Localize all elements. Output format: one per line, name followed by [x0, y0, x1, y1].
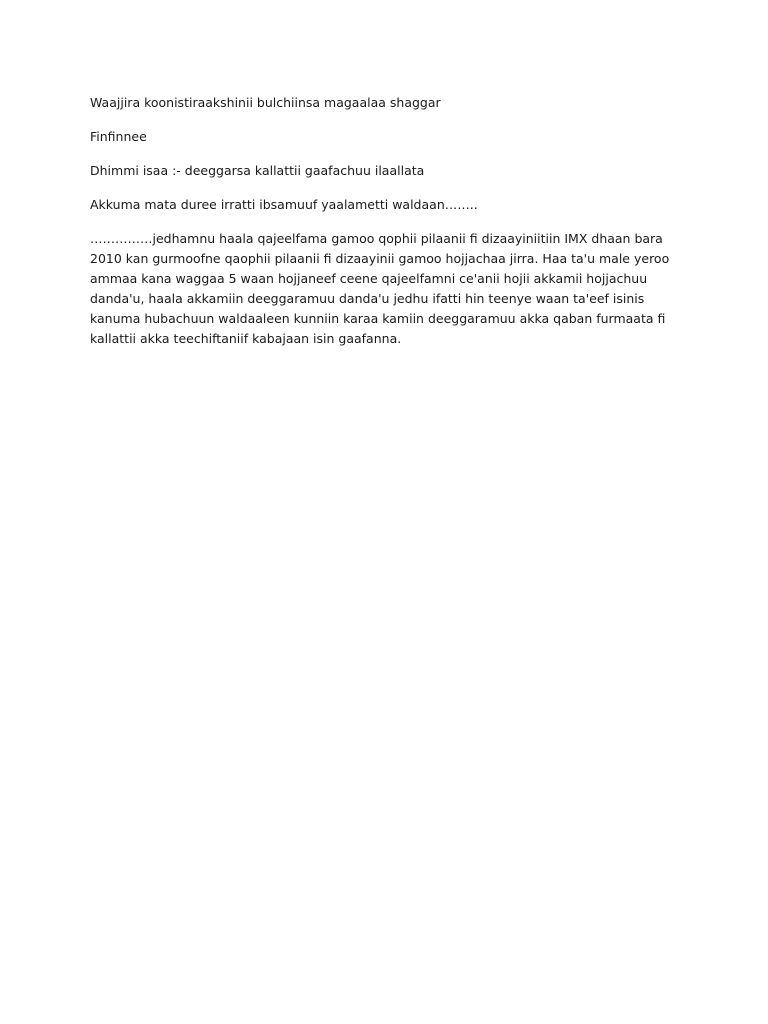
body-paragraph: ……………jedhamnu haala qajeelfama gamoo qophii pilaanii fi dizaayiniitiin IMX dhaan bara 2010 kan gurmoofne qaophii pilaanii fi dizaayinii gamoo hojjachaa jirra. Haa ta'u male yeroo ammaa kana waggaa 5 waan hojjaneef ceene qajeelfamni ce'anii hojii akkamii hojjachuu danda'u, haala akkamiin deeggaramuu danda'u jedhu ifatti hin teenye waan ta'eef isinis kanuma hubachuun waldaaleen kunniin karaa kamiin deeggaramuu akka qaban furmaata fi kallattii akka teechiftaniif kabajaan isin gaafanna. [90, 231, 670, 346]
greeting-line: Akkuma mata duree irratti ibsamuuf yaalametti waldaan…….. [90, 197, 478, 212]
recipient-line: Waajjira koonistiraakshinii bulchiinsa magaalaa shaggar [90, 95, 441, 110]
subject-line: Dhimmi isaa :- deeggarsa kallattii gaafachuu ilaallata [90, 163, 425, 178]
document-content [90, 93, 690, 363]
city-line: Finfinnee [90, 129, 147, 144]
